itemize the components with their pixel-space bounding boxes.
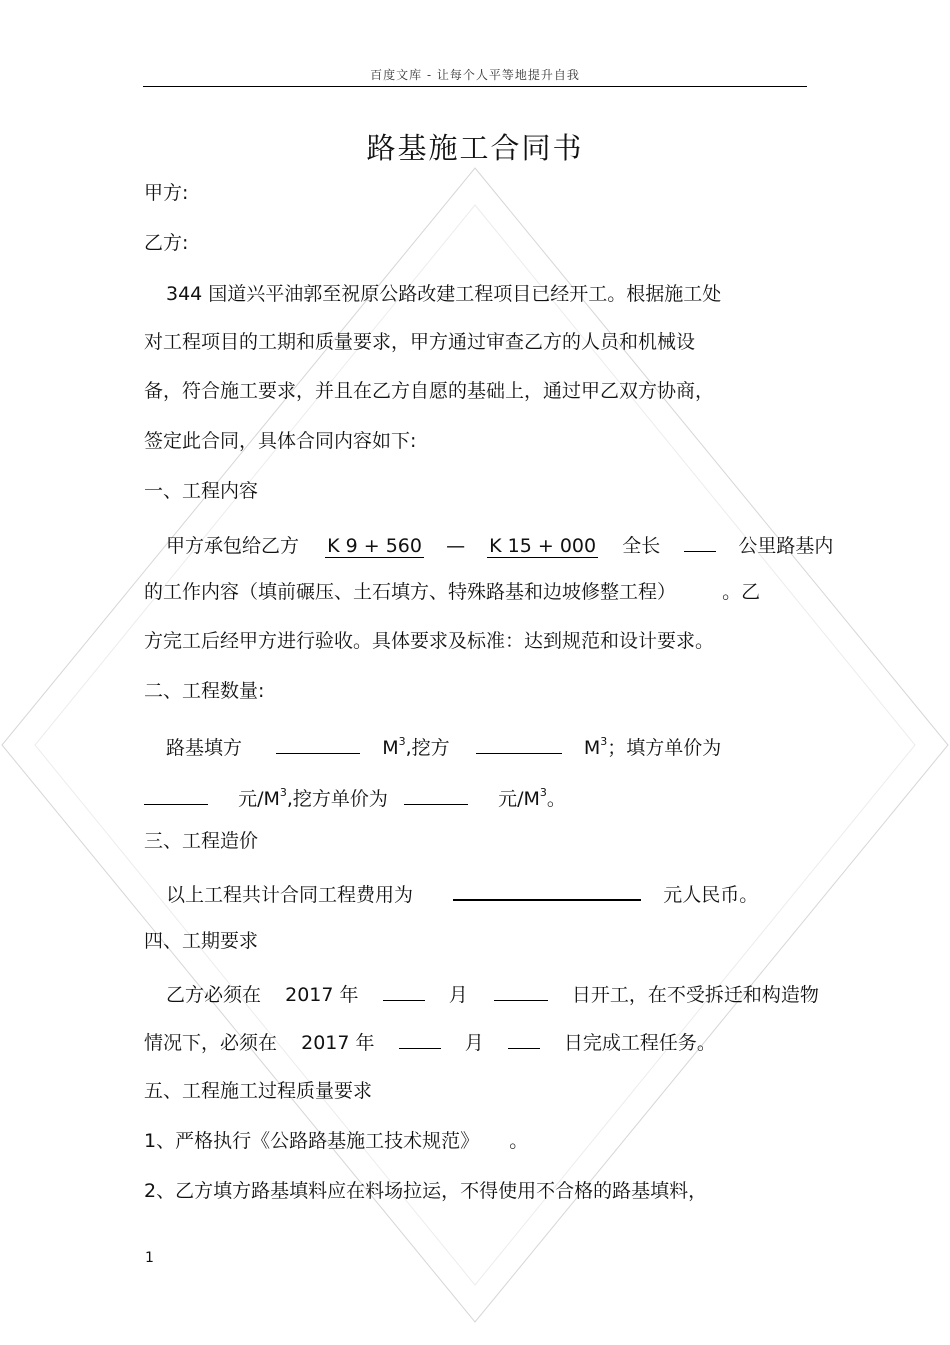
intro-line-1: 344 国道兴平油郭至祝原公路改建工程项目已经开工。根据施工处 (166, 283, 722, 305)
start-day-blank[interactable] (494, 980, 548, 1001)
sup-2: 3 (600, 735, 608, 748)
s2-l2-c: 元/M (498, 788, 540, 810)
intro-line-4: 签定此合同，具体合同内容如下: (144, 430, 417, 452)
contract-amount-blank[interactable] (453, 879, 641, 901)
section-5-heading: 五、工程施工过程质量要求 (144, 1080, 373, 1102)
end-day-blank[interactable] (508, 1028, 540, 1049)
intro-line-3: 备，符合施工要求，并且在乙方自愿的基础上，通过甲乙双方协商， (144, 380, 715, 402)
section-5-item-1 (144, 1128, 528, 1154)
section-4-heading: 四、工期要求 (144, 930, 259, 952)
page-number: 1 (145, 1250, 154, 1266)
intro-line-2: 对工程项目的工期和质量要求，甲方通过审查乙方的人员和机械设 (144, 331, 696, 353)
fill-price-blank[interactable] (144, 784, 208, 805)
section-1-heading: 一、工程内容 (144, 480, 259, 502)
party-b-label: 乙方: (144, 232, 189, 254)
length-blank[interactable] (684, 531, 716, 552)
month-label-1: 月 (448, 984, 468, 1006)
section-1-line-1 (166, 531, 833, 559)
page-header: 百度文库 - 让每个人平等地提升自我 (370, 68, 580, 82)
section-1-line-2 (144, 579, 760, 605)
month-label-2: 月 (464, 1032, 484, 1054)
cut-volume-blank[interactable] (476, 733, 562, 754)
section-2-line-1 (166, 729, 721, 761)
s2-l2-b: ,挖方单价为 (286, 788, 388, 810)
end-stake: K 15 + 000 (489, 535, 597, 557)
section-3-line-1 (166, 879, 758, 908)
section-3-heading: 三、工程造价 (144, 830, 259, 852)
header-rule (143, 86, 807, 87)
s2-text-a: 路基填方 (166, 737, 243, 759)
start-month-blank[interactable] (383, 980, 425, 1001)
cut-price-blank[interactable] (404, 784, 468, 805)
s1-text-a: 甲方承包给乙方 (166, 535, 300, 557)
s2-l2-a: 元/M (238, 788, 280, 810)
document-title: 路基施工合同书 (366, 131, 584, 165)
sup-1: 3 (398, 735, 406, 748)
s4-text-b: 日开工，在不受拆迁和构造物 (571, 984, 819, 1006)
section-4-line-1 (166, 980, 819, 1008)
s1-line2-end: 。乙 (722, 581, 761, 603)
s4-text-c: 情况下，必须在 (144, 1032, 278, 1054)
s5-item1-end: 。 (509, 1130, 529, 1152)
section-2-heading: 二、工程数量: (144, 680, 265, 702)
section-5-item-2: 2、乙方填方路基填料应在料场拉运，不得使用不合格的路基填料， (144, 1180, 708, 1202)
fill-volume-blank[interactable] (276, 733, 360, 754)
section-2-line-2 (144, 780, 566, 812)
s1-line2-text: 的工作内容（填前碾压、土石填方、特殊路基和边坡修整工程） (144, 581, 677, 603)
party-a-label: 甲方: (144, 182, 189, 204)
start-stake: K 9 + 560 (327, 535, 422, 557)
section-4-line-2 (144, 1028, 716, 1056)
unit-m-1: M (382, 737, 399, 759)
s3-text-b: 元人民币。 (663, 884, 759, 906)
s1-text-b: 全长 (622, 535, 661, 557)
s2-text-b: ,挖方 (405, 737, 450, 759)
s5-item1-text: 1、严格执行《公路路基施工技术规范》 (144, 1130, 480, 1152)
section-1-line-3: 方完工后经甲方进行验收。具体要求及标准：达到规范和设计要求。 (144, 630, 715, 652)
start-year: 2017 年 (285, 984, 359, 1006)
unit-m-2: M (583, 737, 601, 759)
end-month-blank[interactable] (399, 1028, 441, 1049)
s4-text-a: 乙方必须在 (166, 984, 262, 1006)
s4-text-d: 日完成工程任务。 (563, 1032, 716, 1054)
sup-4: 3 (539, 786, 547, 799)
s3-text-a: 以上工程共计合同工程费用为 (166, 884, 414, 906)
range-dash: — (446, 535, 466, 557)
s2-text-c: ；填方单价为 (607, 737, 722, 759)
s1-text-c: 公里路基内 (738, 535, 834, 557)
s2-l2-end: 。 (546, 788, 566, 810)
sup-3: 3 (279, 786, 287, 799)
end-year: 2017 年 (301, 1032, 375, 1054)
